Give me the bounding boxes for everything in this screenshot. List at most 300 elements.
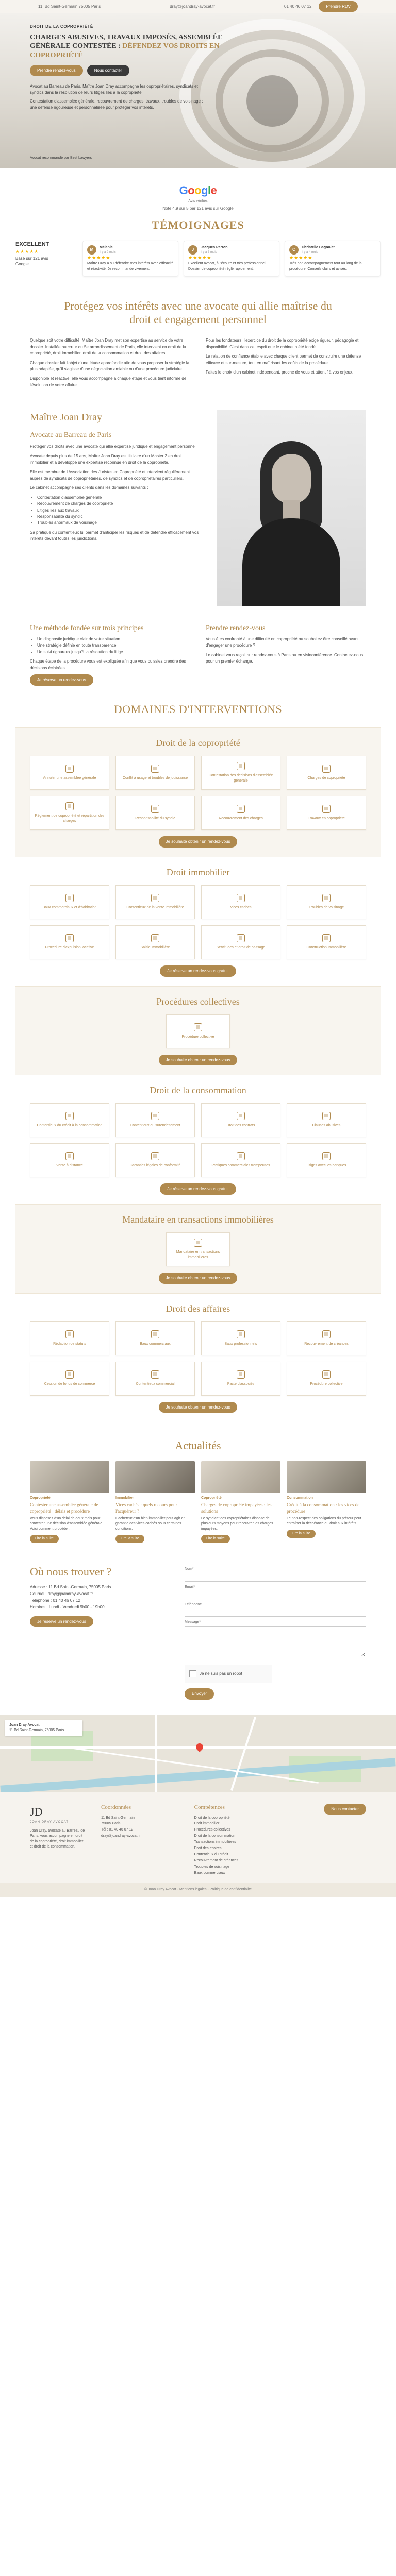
hero-title [30, 33, 226, 60]
domain-cta-button[interactable]: Je réserve un rendez-vous gratuit [160, 965, 236, 977]
hero-title-part2: DÉFENDEZ VOS DROITS EN COPROPRIÉTÉ [30, 42, 220, 59]
google-sub: Avis vérifiés [188, 199, 208, 203]
news-card[interactable] [287, 1461, 366, 1543]
footer-link[interactable]: Troubles de voisinage [194, 1865, 229, 1869]
list-item: • Responsabilité du syndic [37, 514, 201, 520]
captcha-label: Je ne suis pas un robot [200, 1671, 242, 1676]
captcha [185, 1665, 272, 1683]
domain-cta-button[interactable]: Je souhaite obtenir un rendez-vous [159, 1402, 238, 1413]
address-line[interactable]: Téléphone : 01 40 46 07 12 [30, 1598, 80, 1603]
card-label: Vente à distance [56, 1164, 83, 1168]
rdv-text-2: Le cabinet vous reçoit sur rendez-vous à Paris ou en visioconférence. Contactez-nous pour un premier échange. [206, 652, 364, 664]
search-icon [237, 894, 245, 902]
footer-link[interactable]: Droit de la consommation [194, 1834, 236, 1838]
method-cta-button[interactable]: Je réserve un rendez-vous [30, 674, 93, 686]
submit-button[interactable]: Envoyer [185, 1688, 214, 1700]
protect-col-left [30, 337, 190, 392]
email-label: Email* [185, 1585, 195, 1589]
hero-intro-p2: Contestation d'assemblée générale, recouvrement de charges, travaux, troubles de voisinage : une défense rigoureuse et personnalisée pour protéger vos intérêts. [30, 98, 203, 110]
domain-card[interactable] [287, 1103, 366, 1137]
google-rating-block [0, 168, 396, 217]
contract-icon [237, 1112, 245, 1120]
briefcase-icon [194, 1023, 202, 1031]
card-label: Servitudes et droit de passage [216, 945, 266, 950]
domain-title: Droit des affaires [166, 1303, 230, 1314]
domain-title: Droit de la consommation [150, 1085, 246, 1096]
review-card [184, 241, 279, 277]
protect-title: Protégez vos intérêts avec une avocate qui allie maîtrise du droit et engagement personnel [64, 299, 332, 326]
hero-content [30, 24, 226, 113]
review-stars: ★★★★★ [87, 255, 111, 261]
protect-paragraph: Chaque dossier fait l'objet d'une étude approfondie afin de vous proposer la stratégie la plus adaptée, qu'il s'agisse d'une négociation amiable ou d'une procédure judiciaire. [30, 360, 190, 372]
footer-link[interactable]: Droit immobilier [194, 1822, 220, 1826]
footer-link[interactable]: Baux commerciaux [194, 1871, 225, 1875]
domain-cards [30, 1103, 366, 1177]
hero [0, 13, 396, 168]
shield-icon [151, 1152, 159, 1160]
hero-cta-row [30, 65, 226, 76]
review-stars: ★★★★★ [289, 255, 313, 261]
domain-title: Droit de la copropriété [156, 738, 240, 749]
footer-coord-title: Coordonnées [101, 1804, 131, 1810]
card-label: Droit des contrats [226, 1124, 255, 1128]
news-excerpt: Le syndicat des copropriétaires dispose de plusieurs moyens pour recouvrer les charges impayées. [201, 1516, 273, 1531]
review-card [285, 241, 381, 277]
contact-info [30, 1564, 164, 1699]
message-label: Message* [185, 1620, 201, 1624]
news-category: Immobilier [116, 1496, 134, 1500]
domain-procedures-collectives [15, 986, 381, 1075]
contact-form [185, 1564, 366, 1699]
list-item: • Troubles anormaux de voisinage [37, 520, 201, 526]
name-label: Nom* [185, 1567, 194, 1571]
credit-card-icon [65, 1112, 74, 1120]
map-road [155, 1715, 157, 1792]
captcha-checkbox[interactable] [189, 1670, 196, 1677]
domaines-section [0, 696, 396, 1422]
contact-address [30, 1584, 164, 1611]
card-label: Rédaction de statuts [53, 1342, 86, 1346]
map-box-title: Joan Dray Avocat [9, 1723, 40, 1727]
protect-paragraph: Faites le choix d'un cabinet indépendant, proche de vous et attentif à vos enjeux. [206, 370, 354, 375]
footer-coordonnees [101, 1804, 180, 1876]
footer-coord-line: 11 Bd Saint-Germain [101, 1816, 135, 1820]
summary-brand: Google [15, 262, 29, 267]
domain-immobilier [15, 857, 381, 986]
money-icon [322, 1330, 331, 1338]
contact-section [0, 1553, 396, 1715]
footer-cta-button[interactable]: Nous contacter [324, 1804, 366, 1815]
domain-card[interactable] [116, 756, 195, 790]
card-label: Baux professionnels [224, 1342, 257, 1346]
domain-card[interactable] [201, 1143, 280, 1177]
card-label: Procédure collective [310, 1382, 343, 1386]
card-label: Charges de copropriété [307, 776, 345, 781]
domain-consommation [15, 1075, 381, 1204]
chart-down-icon [151, 1112, 159, 1120]
list-item: • Un diagnostic juridique clair de votre situation [37, 636, 190, 642]
domain-card[interactable] [116, 885, 195, 919]
news-card-title[interactable]: Vices cachés : quels recours pour l'acquéreur ? [116, 1502, 177, 1514]
footer-link[interactable]: Droit de la copropriété [194, 1816, 230, 1820]
hero-secondary-button[interactable]: Nous contacter [87, 65, 129, 76]
rdv-title: Prendre rendez-vous [206, 624, 266, 633]
news-card-title[interactable]: Charges de copropriété impayées : les solutions [201, 1502, 272, 1514]
card-label: Cession de fonds de commerce [44, 1382, 95, 1386]
domain-copropriete [15, 727, 381, 857]
testimonials-title: TÉMOIGNAGES [152, 218, 244, 231]
user-icon [151, 805, 159, 813]
news-image [116, 1461, 195, 1493]
portrait-neck [283, 500, 300, 521]
list-item: • Litiges liés aux travaux [37, 507, 201, 514]
door-icon [65, 934, 74, 942]
maitre-paragraph: Le cabinet accompagne ses clients dans les domaines suivants : [30, 485, 148, 490]
domain-card[interactable] [116, 1103, 195, 1137]
domain-cards [30, 885, 366, 959]
coins-icon [322, 765, 331, 773]
address-line[interactable]: Courriel : dray@joandray-avocat.fr [30, 1591, 93, 1597]
domain-card[interactable] [116, 925, 195, 959]
method-title: Une méthode fondée sur trois principes [30, 624, 144, 633]
review-head [289, 245, 376, 255]
domain-card[interactable] [287, 756, 366, 790]
domain-card[interactable] [287, 885, 366, 919]
domain-cta-button[interactable]: Je réserve un rendez-vous gratuit [160, 1183, 236, 1195]
news-category: Consommation [287, 1496, 313, 1500]
card-label: Troubles de voisinage [308, 905, 344, 909]
office-icon [237, 1330, 245, 1338]
summary-count: Basé sur 121 avis [15, 256, 48, 261]
maitre-paragraph: Protéger vos droits avec une avocate qui allie expertise juridique et engagement personnel. [30, 444, 197, 449]
hero-primary-button[interactable]: Prendre rendez-vous [30, 65, 83, 76]
card-label: Litiges avec les banques [306, 1164, 346, 1168]
top-bar [0, 0, 396, 13]
domain-card[interactable] [287, 1362, 366, 1396]
review-name: Christelle Bagnolet [302, 245, 335, 249]
card-label: Garanties légales de conformité [129, 1164, 181, 1168]
map-info-box [5, 1720, 82, 1736]
domain-card[interactable] [201, 885, 280, 919]
card-label: Conflit à usage et troubles de jouissance [122, 776, 188, 781]
review-stars: ★★★★★ [188, 255, 212, 261]
conflict-icon [151, 765, 159, 773]
footer-about: Joan Dray, avocate au Barreau de Paris, vous accompagne en droit de la copropriété, droit immobilier et droit de la consommation. [30, 1829, 85, 1849]
footer-link[interactable]: Droit des affaires [194, 1846, 222, 1851]
footer-logo[interactable]: JD [30, 1805, 43, 1818]
phone-field[interactable] [185, 1607, 366, 1617]
bank-icon [322, 1152, 331, 1160]
phone-label: Téléphone [185, 1602, 202, 1606]
warning-icon [322, 1112, 331, 1120]
card-label: Procédure d'expulsion locative [45, 945, 94, 950]
hero-staircase-core [246, 75, 298, 127]
news-card-title[interactable]: Crédit à la consommation : les vices de procédure [287, 1502, 360, 1514]
hero-kicker: DROIT DE LA COPROPRIÉTÉ [30, 24, 93, 29]
hammer-icon [151, 934, 159, 942]
message-field[interactable] [185, 1626, 366, 1657]
domain-card[interactable] [201, 1103, 280, 1137]
summary-title: EXCELLENT [15, 241, 50, 247]
transfer-icon [65, 1370, 74, 1379]
card-label: Contentieux du crédit à la consommation [37, 1124, 103, 1128]
card-label: Contentieux du surendettement [130, 1124, 180, 1128]
footer-competences [194, 1804, 273, 1876]
news-excerpt: Vous disposez d'un délai de deux mois pour contester une décision d'assemblée générale. Voici comment procéder. [30, 1516, 104, 1531]
domain-card[interactable] [287, 1321, 366, 1355]
megaphone-icon [237, 1152, 245, 1160]
footer [0, 1792, 396, 1884]
maitre-list [37, 495, 201, 527]
domain-cta-button[interactable]: Je souhaite obtenir un rendez-vous [159, 1055, 238, 1066]
neighbors-icon [322, 894, 331, 902]
footer-comp-title: Compétences [194, 1804, 225, 1810]
document-icon [65, 802, 74, 810]
domain-cards [30, 1014, 366, 1048]
map[interactable] [0, 1715, 396, 1792]
card-label: Recouvrement des charges [219, 817, 263, 821]
address-line: Adresse : 11 Bd Saint-Germain, 75005 Paris [30, 1585, 111, 1590]
card-label: Clauses abusives [312, 1124, 341, 1128]
map-pin-icon[interactable] [194, 1742, 205, 1752]
google-logo: Google [179, 184, 217, 197]
news-grid [30, 1461, 366, 1543]
domain-cta-button[interactable]: Je souhaite obtenir un rendez-vous [159, 836, 238, 848]
review-head [188, 245, 275, 255]
footer-link[interactable]: Recouvrement de créances [194, 1858, 239, 1862]
domain-card[interactable] [201, 796, 280, 830]
footer-coord-line[interactable]: Tél : 01 40 46 07 12 [101, 1828, 134, 1832]
card-label: Contentieux de la vente immobilière [126, 905, 184, 909]
news-image [287, 1461, 366, 1493]
topbar-cta-button[interactable]: Prendre RDV [319, 1, 358, 12]
protect-paragraph: Quelque soit votre difficulté, Maître Joan Dray met son expertise au service de votre dossier. Installée au cœur du 5e arrondissement de Paris, elle intervient en droit de la copropriété, droit immobilier, droit de la consommation et droit des affaires. [30, 338, 186, 356]
avatar: M [87, 245, 96, 255]
footer-logo-col [30, 1804, 87, 1876]
card-label: Pratiques commerciales trompeuses [211, 1164, 270, 1168]
review-name: Jacques Perron [201, 245, 228, 249]
review-date: il y a 3 mois [201, 250, 217, 254]
card-label: Contentieux commercial [136, 1382, 175, 1386]
maitre-bio [30, 410, 201, 606]
path-icon [237, 934, 245, 942]
list-item: • Un suivi rigoureux jusqu'à la résolution du litige [37, 649, 190, 655]
contact-title: Où nous trouver ? [30, 1565, 112, 1579]
news-card[interactable] [116, 1461, 195, 1543]
address-line: Horaires : Lundi - Vendredi 9h00 - 19h00 [30, 1604, 105, 1609]
news-image [30, 1461, 109, 1493]
domain-card[interactable] [116, 1321, 195, 1355]
domain-title: Procédures collectives [156, 996, 240, 1007]
domain-card[interactable] [201, 1321, 280, 1355]
portrait-body [242, 518, 340, 606]
topbar-right [284, 1, 358, 12]
footer-link[interactable]: Transactions immobilières [194, 1840, 236, 1844]
domain-card[interactable] [30, 796, 109, 830]
domain-card[interactable] [116, 1143, 195, 1177]
protect-col-right [206, 337, 366, 392]
topbar-email[interactable]: dray@joandray-avocat.fr [170, 4, 215, 9]
method-section [0, 619, 396, 696]
protect-paragraph: Disponible et réactive, elle vous accompagne à chaque étape et vous tient informé de l'évolution de votre affaire. [30, 376, 187, 387]
hero-intro-p1: Avocat au Barreau de Paris, Maître Joan Dray accompagne les copropriétaires, syndicats et syndics dans la résolution de leurs litiges liés à la copropriété. [30, 83, 198, 95]
maitre-closing: Sa pratique du contentieux lui permet d'anticiper les risques et de défendre efficacement vos intérêts devant toutes les juridictions. [30, 530, 199, 541]
news-image [201, 1461, 280, 1493]
domain-card[interactable] [166, 1232, 230, 1266]
read-more-button[interactable]: Lire la suite [116, 1535, 144, 1543]
card-label: Baux commerciaux [140, 1342, 171, 1346]
news-excerpt: L'acheteur d'un bien immobilier peut agir en garantie des vices cachés sous certaines conditions. [116, 1516, 186, 1531]
news-category: Copropriété [30, 1496, 51, 1500]
card-label: Saisie immobilière [140, 945, 170, 950]
hero-title-part1: CHARGES ABUSIVES, TRAVAUX IMPOSÉS, ASSEMBLÉE GÉNÉRALE CONTESTÉE : [30, 33, 223, 50]
maitre-paragraph: Elle est membre de l'Association des Juristes en Copropriété et intervient régulièrement auprès de syndicats de copropriétaires, de syndics et de copropriétaires particuliers. [30, 469, 190, 481]
maitre-section [0, 397, 396, 619]
card-label: Vices cachés [230, 905, 252, 909]
domain-card[interactable] [30, 925, 109, 959]
key-icon [65, 894, 74, 902]
crane-icon [322, 934, 331, 942]
domain-affaires [15, 1293, 381, 1422]
summary-stars: ★★★★★ [15, 249, 39, 255]
news-card[interactable] [201, 1461, 280, 1543]
name-field[interactable] [185, 1572, 366, 1582]
card-label: Procédure collective [182, 1035, 214, 1039]
domain-card[interactable] [201, 1362, 280, 1396]
domain-cards [30, 1232, 366, 1266]
hero-award: Avocat recommandé par Best Lawyers [30, 156, 92, 160]
domain-card[interactable] [30, 1103, 109, 1137]
pen-icon [65, 1330, 74, 1338]
maitre-subtitle: Avocate au Barreau de Paris [30, 431, 112, 439]
topbar-phone[interactable]: 01 40 46 07 12 [284, 4, 312, 9]
handshake-icon [194, 1239, 202, 1247]
gavel-icon [237, 762, 245, 770]
read-more-button[interactable]: Lire la suite [287, 1530, 316, 1538]
method-list [37, 636, 190, 655]
footer-link[interactable]: Procédures collectives [194, 1828, 230, 1832]
cart-icon [65, 1152, 74, 1160]
news-card[interactable] [30, 1461, 109, 1543]
domain-card[interactable] [116, 796, 195, 830]
news-card-title[interactable]: Contester une assemblée générale de copropriété : délais et procédure [30, 1502, 98, 1514]
domain-card[interactable] [201, 925, 280, 959]
card-label: Travaux en copropriété [308, 817, 345, 821]
tools-icon [322, 805, 331, 813]
maitre-portrait [217, 410, 366, 606]
briefcase-icon [322, 1370, 331, 1379]
email-field[interactable] [185, 1590, 366, 1599]
list-item: • Une stratégie définie en toute transparence [37, 642, 190, 649]
maitre-paragraph: Avocate depuis plus de 15 ans, Maître Joan Dray est titulaire d'un Master 2 en droit immobilier et a développé une expertise reconnue en droit de la copropriété. [30, 453, 182, 465]
footer-coord-line: 75005 Paris [101, 1822, 121, 1826]
method-left [30, 624, 190, 686]
portrait-face [272, 454, 311, 503]
google-rating-text: Noté 4,9 sur 5 par 121 avis sur Google [162, 206, 234, 211]
review-name: Mélanie [100, 245, 113, 249]
footer-coord-line[interactable]: dray@joandray-avocat.fr [101, 1834, 141, 1838]
footer-link[interactable]: Contentieux du crédit [194, 1852, 228, 1856]
house-icon [151, 894, 159, 902]
map-box-sub: 11 Bd Saint-Germain, 75005 Paris [9, 1728, 64, 1732]
protect-paragraph: La relation de confiance établie avec chaque client permet de construire une défense efficace et sur-mesure, tout en maîtrisant les coûts de la procédure. [206, 354, 361, 365]
domain-card[interactable] [287, 925, 366, 959]
news-title: Actualités [175, 1439, 221, 1452]
avatar: J [188, 245, 197, 255]
card-label: Responsabilité du syndic [135, 817, 175, 821]
domain-cta-button[interactable]: Je souhaite obtenir un rendez-vous [159, 1273, 238, 1284]
people-icon [237, 1370, 245, 1379]
list-item: • Contestation d'assemblée générale [37, 495, 201, 501]
avatar: C [289, 245, 299, 255]
map-road [230, 1717, 256, 1791]
news-category: Copropriété [201, 1496, 222, 1500]
review-text: Excellent avocat, à l'écoute et très professionnel. Dossier de copropriété réglé rapidement. [188, 262, 267, 271]
card-label: Annuler une assemblée générale [43, 776, 96, 781]
domain-card[interactable] [30, 1143, 109, 1177]
domain-card[interactable] [30, 756, 109, 790]
read-more-button[interactable]: Lire la suite [30, 1535, 59, 1543]
domain-card[interactable] [287, 796, 366, 830]
review-date: il y a 2 mois [100, 250, 116, 254]
domain-cards [30, 756, 366, 830]
card-label: Baux commerciaux et d'habitation [42, 905, 97, 909]
review-card [82, 241, 178, 277]
card-label: Mandataire en transactions immobilières [176, 1250, 220, 1260]
hero-intro [30, 83, 205, 111]
card-label: Règlement de copropriété et répartition des charges [35, 814, 105, 823]
topbar-address: 11, Bd Saint-Germain 75005 Paris [38, 4, 101, 9]
domain-card[interactable] [116, 1362, 195, 1396]
testimonials [0, 233, 396, 284]
list-item: • Recouvrement de charges de copropriété [37, 501, 201, 507]
contact-cta-button[interactable]: Je réserve un rendez-vous [30, 1616, 93, 1628]
domain-title: Droit immobilier [166, 867, 230, 877]
domain-title: Mandataire en transactions immobilières [122, 1214, 274, 1225]
bottom-bar: © Joan Dray Avocat - Mentions légales - Politique de confidentialité [0, 1883, 396, 1896]
protect-section [0, 284, 396, 397]
domain-cards [30, 1321, 366, 1396]
maitre-name: Maître Joan Dray [30, 412, 102, 423]
domain-card[interactable] [166, 1014, 230, 1048]
building-icon [65, 765, 74, 773]
review-text: Très bon accompagnement tout au long de la procédure. Conseils clairs et avisés. [289, 262, 362, 271]
protect-paragraph: Pour les fondateurs, l'exercice du droit de la copropriété exige rigueur, pédagogie et disponibilité. C'est dans cet esprit que le cabinet a été fondé. [206, 338, 359, 349]
review-text: Maître Dray a su défendre mes intérêts avec efficacité et réactivité. Je recommande vivement. [87, 262, 174, 271]
method-right [206, 624, 366, 686]
domain-card[interactable] [287, 1143, 366, 1177]
domaines-title: DOMAINES D'INTERVENTIONS [113, 703, 283, 716]
method-text: Chaque étape de la procédure vous est expliquée afin que vous puissiez prendre des décisions éclairées. [30, 659, 186, 670]
review-head [87, 245, 174, 255]
card-label: Contestation des décisions d'assemblée générale [208, 774, 273, 783]
card-label: Recouvrement de créances [304, 1342, 349, 1346]
domain-card[interactable] [30, 1321, 109, 1355]
testimonials-summary [15, 241, 77, 267]
read-more-button[interactable]: Lire la suite [201, 1535, 230, 1543]
review-date: il y a 4 mois [302, 250, 318, 254]
protect-columns [30, 337, 366, 392]
domain-card[interactable] [201, 756, 280, 790]
card-label: Construction immobilière [306, 945, 346, 950]
news-excerpt: Le non-respect des obligations du prêteur peut entraîner la déchéance du droit aux intérêts. [287, 1516, 361, 1526]
domain-card[interactable] [30, 885, 109, 919]
scales-icon [151, 1370, 159, 1379]
store-icon [151, 1330, 159, 1338]
card-label: Pacte d'associés [227, 1382, 255, 1386]
rdv-text: Vous êtes confronté à une difficulté en copropriété ou souhaitez être conseillé avant d'engager une procédure ? [206, 636, 359, 648]
domain-card[interactable] [30, 1362, 109, 1396]
